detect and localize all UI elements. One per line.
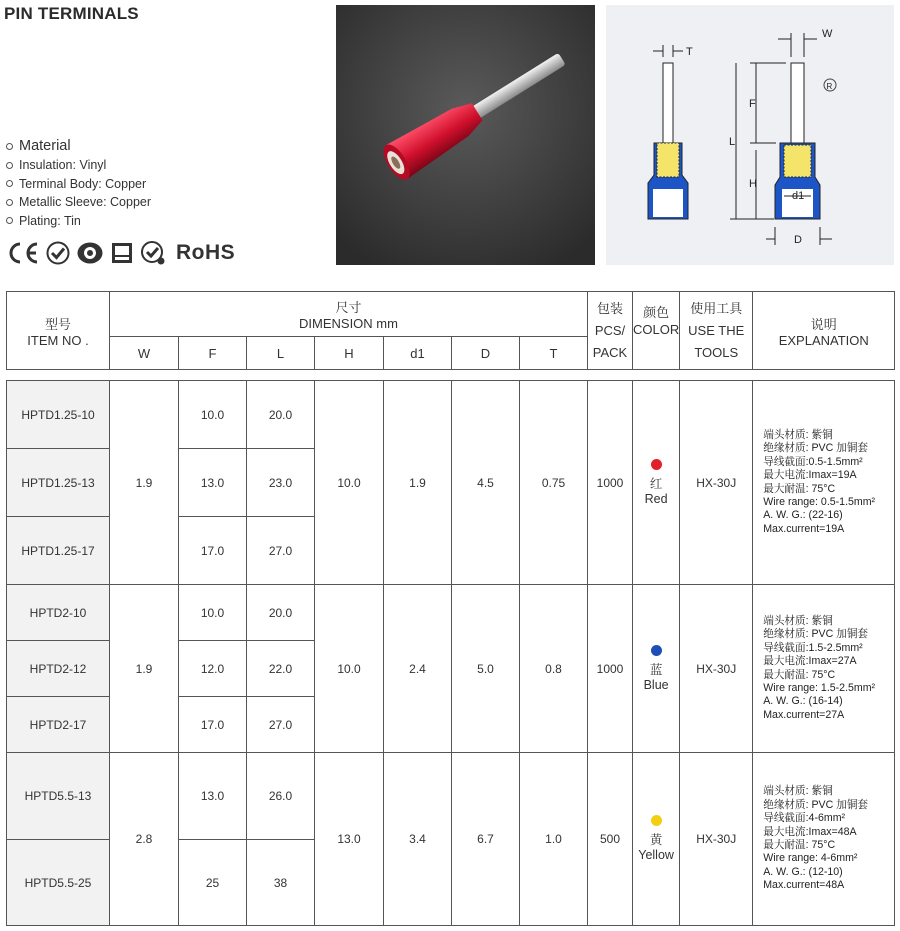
- label-h: H: [749, 178, 757, 190]
- material-heading-row: [6, 136, 151, 156]
- col-header-w: W: [110, 337, 179, 370]
- label-d: D: [794, 234, 802, 246]
- table-row: HPTD2-10 1.9 10.0 20.0 10.0 2.4 5.0 0.8 1000 蓝 Blue HX-30J 端头材质: 紫铜 绝缘材质: PVC 加铜套 导线截面:1.5-2.5mm² 最大电流:Imax=27A 最大耐温: 75°C Wire range: 1.5-2.5mm² A. W. G.: (16-14) Max.current=27A: [7, 585, 895, 641]
- color-cell: 红 Red: [633, 381, 680, 585]
- col-header-t: T: [520, 337, 588, 370]
- color-cell: 黄 Yellow: [633, 753, 680, 926]
- col-header-d: D: [452, 337, 520, 370]
- table-row: HPTD5.5-25 25 38: [7, 840, 895, 926]
- ce-mark-icon: [6, 241, 40, 265]
- explanation-cell: 端头材质: 紫铜 绝缘材质: PVC 加铜套 导线截面:1.5-2.5mm² 最大电流:Imax=27A 最大耐温: 75°C Wire range: 1.5-2.5mm² A. W. G.: (16-14) Max.current=27A: [753, 585, 895, 753]
- pack-header: 包装 PCS/ PACK: [588, 292, 633, 370]
- page-title: PIN TERMINALS: [4, 4, 139, 23]
- material-item: Plating: Tin: [6, 212, 151, 231]
- label-t: T: [686, 46, 693, 58]
- table-gap: [7, 370, 895, 381]
- rohs-logo: RoHS: [176, 241, 236, 264]
- color-cell: 蓝 Blue: [633, 585, 680, 753]
- label-f: F: [749, 98, 756, 110]
- registered-mark-icon: R: [826, 82, 833, 91]
- label-w: W: [822, 28, 833, 40]
- material-heading: Material: [19, 138, 71, 154]
- certification-logos: [6, 238, 235, 268]
- table-row: HPTD1.25-10 1.9 10.0 20.0 10.0 1.9 4.5 0.75 1000 红 Red HX-30J 端头材质: 紫铜 绝缘材质: PVC 加铜套 导线截面:0.5-1.5mm² 最大电流:Imax=19A 最大耐温: 75°C Wire range: 0.5-1.5mm² A. W. G.: (22-16) Max.current=19A: [7, 381, 895, 449]
- color-dot-icon: [651, 459, 662, 470]
- dimension-drawing: [606, 5, 894, 265]
- material-item: Insulation: Vinyl: [6, 156, 151, 175]
- item-no-header: 型号 ITEM NO .: [7, 292, 110, 370]
- color-dot-icon: [651, 815, 662, 826]
- bullet-icon: [6, 180, 13, 187]
- bullet-icon: [6, 162, 13, 169]
- col-header-d1: d1: [384, 337, 452, 370]
- quality-seal-icon: [46, 241, 70, 265]
- material-list: [6, 136, 151, 230]
- dimension-header: 尺寸 DIMENSION mm: [110, 292, 588, 337]
- explanation-cell: 端头材质: 紫铜 绝缘材质: PVC 加铜套 导线截面:0.5-1.5mm² 最大电流:Imax=19A 最大耐温: 75°C Wire range: 0.5-1.5mm² A. W. G.: (22-16) Max.current=19A: [753, 381, 895, 585]
- table-row: HPTD2-17 17.0 27.0: [7, 697, 895, 753]
- bullet-icon: [6, 143, 13, 150]
- label-d1: d1: [792, 190, 805, 202]
- label-l: L: [729, 136, 736, 148]
- table-row: HPTD1.25-17 17.0 27.0: [7, 517, 895, 585]
- explanation-header: 说明 EXPLANATION: [753, 292, 895, 370]
- spec-table: [6, 291, 895, 926]
- bullet-icon: [6, 199, 13, 206]
- tools-header: 使用工具 USE THE TOOLS: [680, 292, 753, 370]
- color-dot-icon: [651, 645, 662, 656]
- bullet-icon: [6, 217, 13, 224]
- explanation-cell: 端头材质: 紫铜 绝缘材质: PVC 加铜套 导线截面:4-6mm² 最大电流:Imax=48A 最大耐温: 75°C Wire range: 4-6mm² A. W. G.: (12-10) Max.current=48A: [753, 753, 895, 926]
- ccc-mark-icon: [76, 241, 104, 265]
- material-item: Metallic Sleeve: Copper: [6, 193, 151, 212]
- col-header-h: H: [315, 337, 384, 370]
- color-header: 颜色 COLOR: [633, 292, 680, 370]
- table-row: HPTD1.25-13 13.0 23.0: [7, 449, 895, 517]
- table-row: HPTD2-12 12.0 22.0: [7, 641, 895, 697]
- sgs-mark-icon: [140, 240, 166, 266]
- material-item: Terminal Body: Copper: [6, 175, 151, 194]
- iso-certificate-icon: [110, 241, 134, 265]
- col-header-l: L: [247, 337, 315, 370]
- spec-table-wrap: [6, 291, 895, 926]
- product-photo: [336, 5, 595, 265]
- col-header-f: F: [179, 337, 247, 370]
- header-row-1: [7, 292, 895, 337]
- table-row: HPTD5.5-13 2.8 13.0 26.0 13.0 3.4 6.7 1.0 500 黄 Yellow HX-30J 端头材质: 紫铜 绝缘材质: PVC 加铜套 导线截面:4-6mm² 最大电流:Imax=48A 最大耐温: 75°C Wire range: 4-6mm² A. W. G.: (12-10) Max.current=48A: [7, 753, 895, 840]
